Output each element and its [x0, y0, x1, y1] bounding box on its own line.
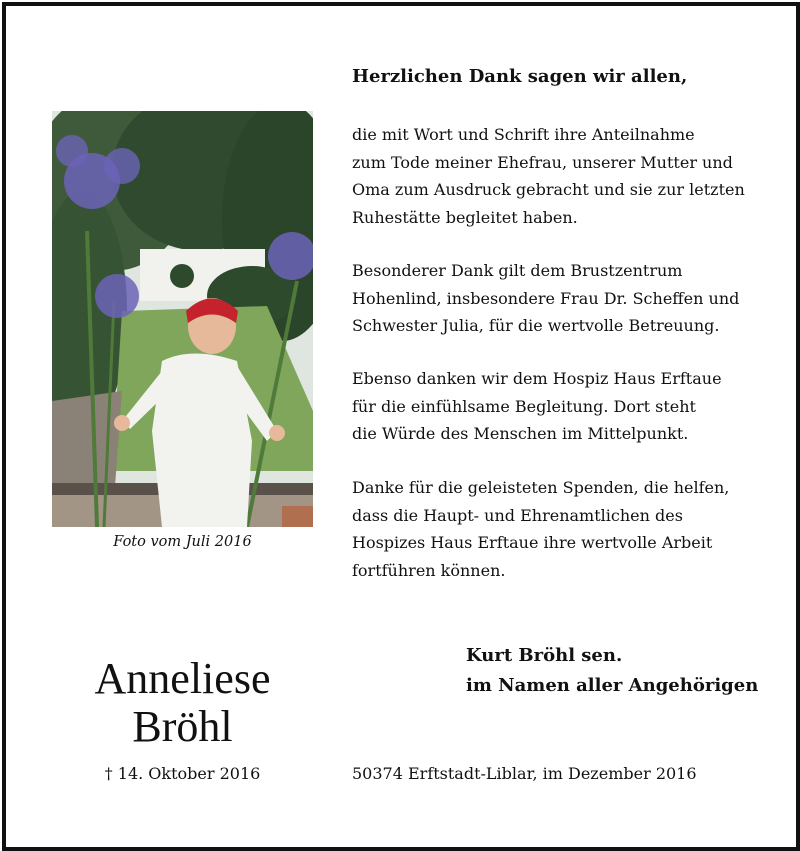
- text-line: für die einfühlsame Begleitung. Dort steht: [352, 396, 696, 416]
- deceased-first-name: Anneliese: [94, 654, 271, 703]
- text-line: die Würde des Menschen im Mittelpunkt.: [352, 424, 689, 443]
- place-and-date: 50374 Erftstadt-Liblar, im Dezember 2016: [352, 764, 697, 783]
- text-line: Oma zum Ausdruck gebracht und sie zur letzten: [352, 180, 745, 199]
- text-line: Hospizes Haus Erftaue ihre wertvolle Arbeit: [352, 533, 713, 552]
- signature-name: Kurt Bröhl sen.: [466, 645, 623, 666]
- deceased-last-name: Bröhl: [132, 702, 233, 751]
- signature-block: [466, 641, 758, 701]
- signature-note: im Namen aller Angehörigen: [466, 675, 759, 696]
- deceased-name: [52, 655, 313, 751]
- text-line: Besonderer Dank gilt dem Brustzentrum: [352, 261, 683, 280]
- portrait-photo: [52, 111, 313, 527]
- thanks-paragraph-1: [352, 121, 772, 231]
- text-line: Ruhestätte begleitet haben.: [352, 207, 578, 227]
- text-line: Hohenlind, insbesondere Frau Dr. Scheffen und: [352, 288, 740, 308]
- date-of-death: † 14. Oktober 2016: [104, 764, 261, 783]
- photo-caption: Foto vom Juli 2016: [113, 534, 252, 550]
- text-line: Ebenso danken wir dem Hospiz Haus Erftaue: [352, 369, 722, 388]
- thanks-paragraph-2: [352, 257, 772, 340]
- thanks-heading: Herzlichen Dank sagen wir allen,: [352, 66, 688, 87]
- text-line: Danke für die geleisteten Spenden, die helfen,: [352, 478, 730, 497]
- text-line: dass die Haupt- und Ehrenamtlichen des: [352, 505, 683, 525]
- thanks-paragraph-4: [352, 474, 772, 584]
- text-line: die mit Wort und Schrift ihre Anteilnahme: [352, 125, 695, 144]
- text-line: zum Tode meiner Ehefrau, unserer Mutter und: [352, 152, 733, 172]
- thanks-paragraph-3: [352, 365, 772, 448]
- text-line: Schwester Julia, für die wertvolle Betreuung.: [352, 316, 720, 335]
- text-line: fortführen können.: [352, 560, 506, 580]
